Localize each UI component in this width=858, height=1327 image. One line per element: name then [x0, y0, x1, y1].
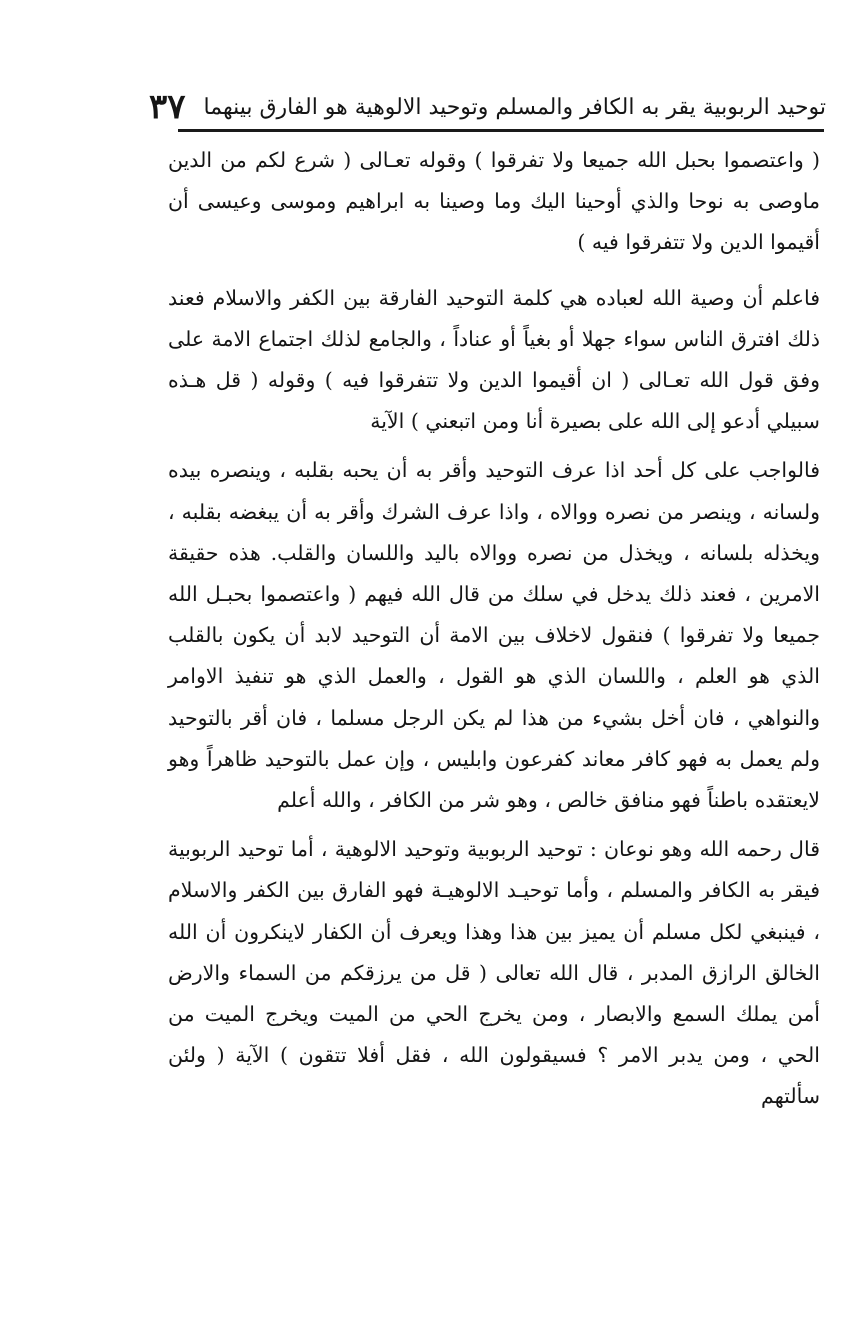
page-number: ٣٧	[148, 87, 186, 127]
paragraph-obligation: فالواجب على كل أحد اذا عرف التوحيد وأقر به أن يحبه بقلبه ، وينصره بيده ولسانه ، وينصر من نصره ووالاه ، واذا عرف الشرك وأقر به أن يبغضه بقلبه ، ويخذله بلسانه ، ويخذل من نصره ووالاه باليد واللسان والقلب. هذه حقيقة الامرين ، فعند ذلك يدخل في سلك من قال الله فيهم ( واعتصموا بحبـل الله جميعا ولا تفرقوا ) فنقول لاخلاف بين الامة أن التوحيد لابد أن يكون بالقلب الذي هو العلم ، واللسان الذي هو القول ، والعمل الذي هو تنفيذ الاوامر والنواهي ، فان أخل بشيء من هذا لم يكن الرجل مسلما ، فان أقر بالتوحيد ولم يعمل به فهو كافر معاند كفرعون وابليس ، وإن عمل بالتوحيد ظاهراً وهو لايعتقده باطناً فهو منافق خالص ، وهو شر من الكافر ، والله أعلم	[168, 458, 820, 813]
page-header	[148, 87, 826, 127]
paragraph-quran-verse: ( واعتصموا بحبل الله جميعا ولا تفرقوا ) وقوله تعـالى ( شرع لكم من الدين ماوصى به نوحا والذي أوحينا اليك وما وصينا به ابراهيم وموسى وعيسى أن أقيموا الدين ولا تتفرقوا فيه )	[168, 148, 820, 255]
body-text	[168, 140, 820, 1118]
paragraph-two-types: قال رحمه الله وهو نوعان : توحيد الربوبية وتوحيد الالوهية ، أما توحيد الربوبية فيقر به الكافر والمسلم ، وأما توحيـد الالوهيـة فهو الفارق بين الكفر والاسلام ، فينبغي لكل مسلم أن يميز بين هذا وهذا ويعرف أن الكفار لاينكرون أن الله الخالق الرازق المدبر ، قال الله تعالى ( قل من يرزقكم من السماء والارض أمن يملك السمع والابصار ، ومن يخرج الحي من الميت ويخرج الميت من الحي ، ومن يدبر الامر ؟ فسيقولون الله ، فقل أفلا تتقون ) الآية ( ولئن سألتهم	[168, 837, 820, 1109]
paragraph-tawhid-unity: فاعلم أن وصية الله لعباده هي كلمة التوحيد الفارقة بين الكفر والاسلام فعند ذلك افترق الناس سواء جهلا أو بغياً أو عناداً ، والجامع لذلك اجتماع الامة على وفق قول الله تعـالى ( ان أقيموا الدين ولا تتفرقوا فيه ) وقوله ( قل هـذه سبيلي أدعو إلى الله على بصيرة أنا ومن اتبعني ) الآية	[168, 285, 820, 434]
header-rule	[178, 129, 824, 132]
running-title: توحيد الربوبية يقر به الكافر والمسلم وتوحيد الالوهية هو الفارق بينهما	[203, 94, 826, 120]
